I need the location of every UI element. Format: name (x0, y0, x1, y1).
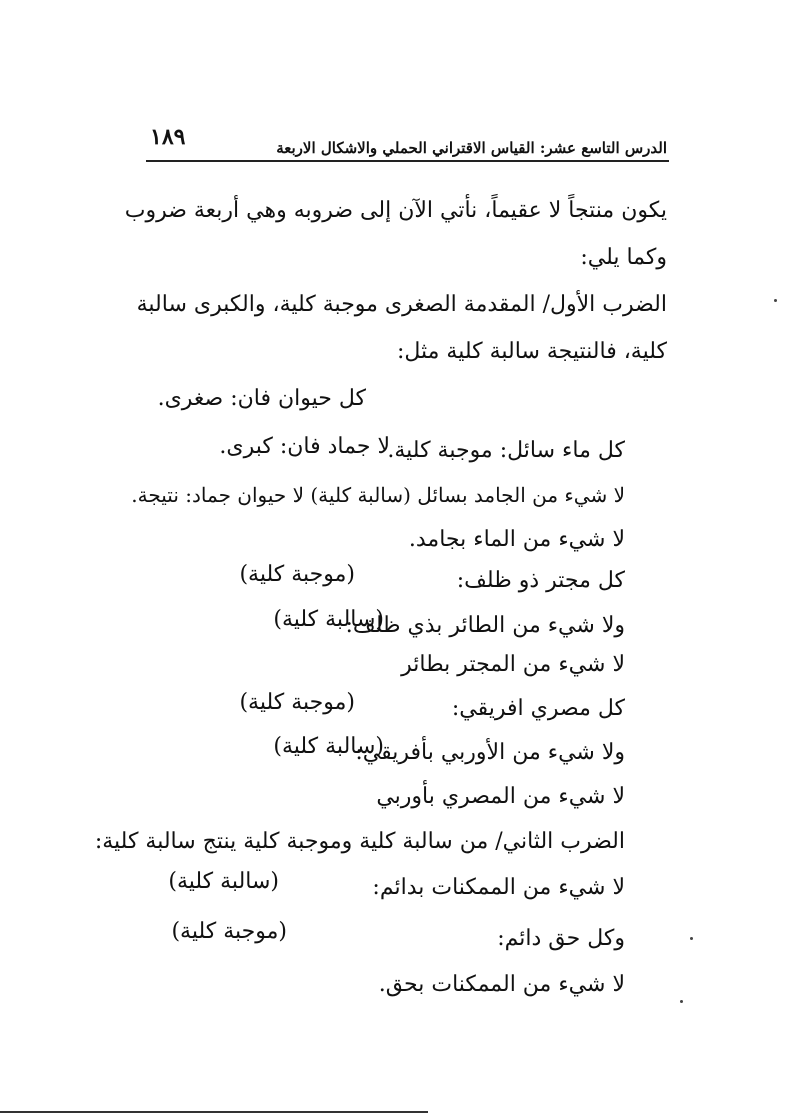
intro-line-2: وكما يلي: (580, 245, 667, 270)
example2-conclusion: لا شيء من المجتر بطائر (401, 652, 625, 677)
example4-conclusion: لا شيء من الممكنات بحق. (378, 972, 625, 997)
example2-premise-1-tag: (موجبة كلية) (239, 562, 355, 587)
scan-speck (774, 299, 777, 302)
mood1-line-2: كلية، فالنتيجة سالبة كلية مثل: (396, 339, 667, 364)
scan-speck (690, 937, 693, 940)
example1-line2-a: كل ماء سائل: موجبة كلية. (387, 438, 625, 463)
example1-line3: لا شيء من الجامد بسائل (سالبة كلية) لا حيوان جماد: نتيجة. (131, 483, 625, 507)
example1-line4: لا شيء من الماء بجامد. (408, 527, 625, 552)
example4-premise-2-tag: (موجبة كلية) (171, 919, 287, 944)
example1-line2-b: لا جماد فان: كبرى. (219, 434, 390, 459)
example4-premise-1: لا شيء من الممكنات بدائم: (372, 875, 625, 900)
bottom-scan-line (0, 1111, 428, 1113)
example3-premise-2: ولا شيء من الأوربي بأفريقي: (355, 740, 625, 765)
example4-premise-2: وكل حق دائم: (497, 926, 625, 951)
mood2-heading: الضرب الثاني/ من سالبة كلية وموجبة كلية ينتج سالبة كلية: (94, 829, 625, 854)
example3-premise-1: كل مصري افريقي: (451, 696, 625, 721)
example1-minor-premise: كل حيوان فان: صغرى. (157, 386, 366, 411)
intro-line-1: يكون منتجاً لا عقيماً، نأتي الآن إلى ضروبه وهي أربعة ضروب (124, 198, 667, 223)
example2-premise-2: ولا شيء من الطائر بذي ظلف: (345, 613, 625, 638)
example3-conclusion: لا شيء من المصري بأوربي (376, 784, 625, 809)
example3-premise-1-tag: (موجبة كلية) (239, 690, 355, 715)
running-header-title: الدرس التاسع عشر: القياس الاقتراني الحملي والاشكال الاربعة (276, 139, 667, 157)
example4-premise-1-tag: (سالبة كلية) (168, 869, 279, 894)
header-rule (146, 160, 669, 162)
example2-premise-2-tag: (سالبة كلية) (273, 607, 384, 632)
mood1-line-1: الضرب الأول/ المقدمة الصغرى موجبة كلية، والكبرى سالبة (136, 292, 667, 317)
scan-speck (680, 1000, 683, 1003)
page-number: ١٨٩ (150, 124, 186, 150)
example2-premise-1: كل مجتر ذو ظلف: (456, 568, 625, 593)
example3-premise-2-tag: (سالبة كلية) (273, 734, 384, 759)
